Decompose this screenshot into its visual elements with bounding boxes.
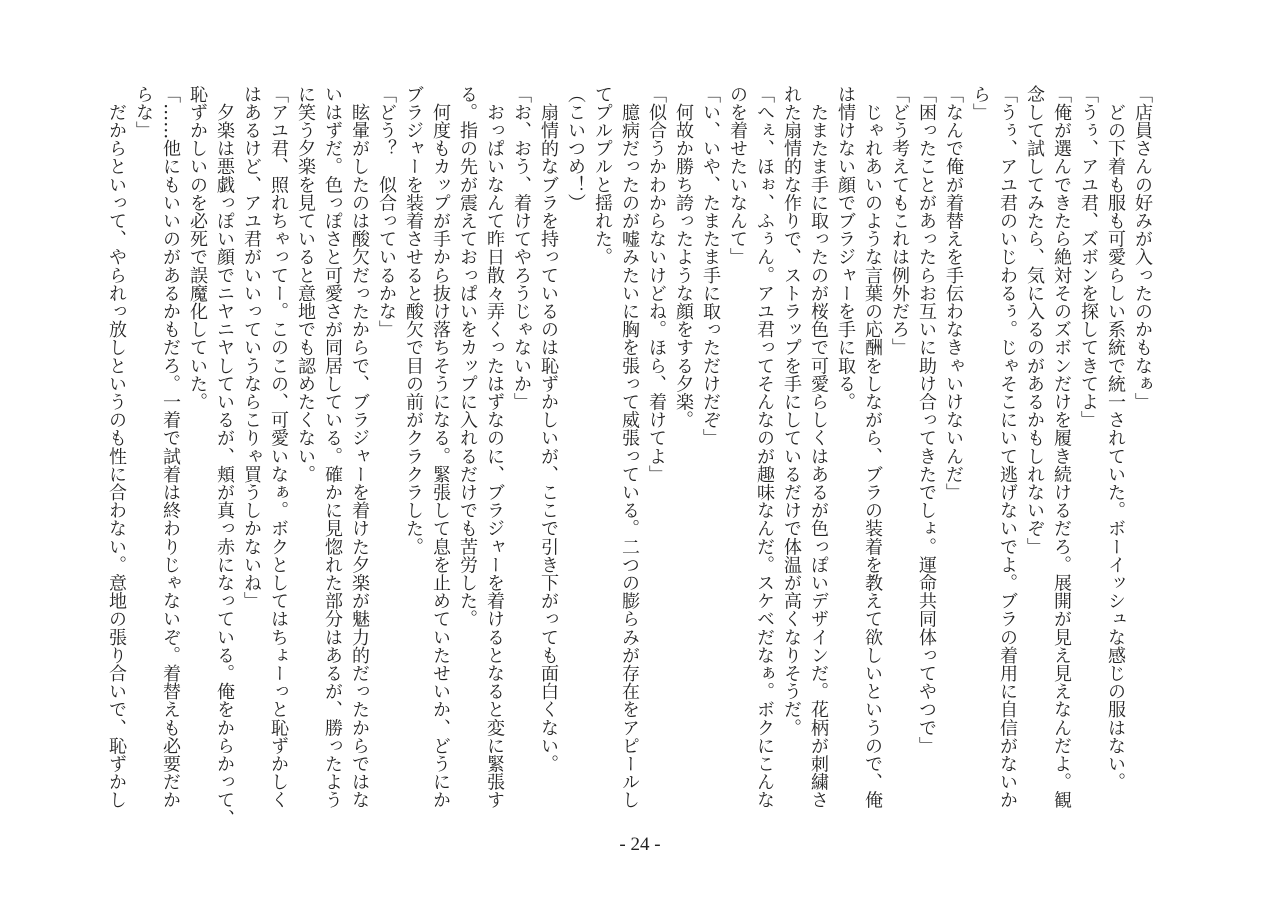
- text-column: おっぱいなんて昨日散々弄くったはずなのに、ブラジャーを着けるとなると変に緊張す: [484, 85, 505, 809]
- text-column: どの下着も服も可愛らしい系統で統一されていた。ボーイッシュな感じの服はない。: [1105, 85, 1126, 791]
- text-column: 眩暈がしたのは酸欠だったからで、ブラジャーを着けた夕楽が魅力的だったからではな: [349, 85, 370, 809]
- text-column: 何故か勝ち誇ったような顔をする夕楽。: [673, 85, 694, 429]
- text-column: は情けない顔でブラジャーを手に取る。: [835, 85, 856, 411]
- vertical-text-body: [100, 85, 1156, 828]
- text-column: 何度もカップが手から抜け落ちそうになる。緊張して息を止めていたせいか、どうにか: [430, 85, 451, 809]
- text-column: 扇情的なブラを持っているのは恥ずかしいが、ここで引き下がっても面白くない。: [538, 85, 559, 773]
- text-column: 「どう？ 似合っているかな」: [376, 85, 397, 339]
- text-column: ら」: [970, 85, 991, 122]
- text-column: だからといって、やられっ放しというのも性に合わない。意地の張り合いで、恥ずかし: [106, 85, 127, 809]
- text-column: 「困ったことがあったらお互いに助け合ってきたでしょ。運命共同体ってやつで」: [916, 85, 937, 755]
- text-column: 「なんで俺が着替えを手伝わなきゃいけないんだ」: [943, 85, 964, 502]
- page-number: - 24 -: [619, 834, 661, 855]
- text-column: 「店員さんの好みが入ったのかもなぁ」: [1132, 85, 1153, 411]
- text-column: る。指の先が震えておっぱいをカップに入れるだけでも苦労した。: [457, 85, 478, 628]
- text-column: 「い、いや、たまたま手に取っただけだぞ」: [700, 85, 721, 447]
- text-column: らな」: [133, 85, 154, 140]
- text-column: 恥ずかしいのを必死で誤魔化していた。: [187, 85, 208, 411]
- text-column: 「どう考えてもこれは例外だろ」: [889, 85, 910, 357]
- text-column: に笑う夕楽を見ていると意地でも認めたくない。: [295, 85, 316, 484]
- text-column: 夕楽は悪戯っぽい顔でニヤニヤしているが、頬が真っ赤になっている。俺をからかって、: [214, 85, 235, 828]
- text-column: 「お、おう、着けてやろうじゃないか」: [511, 85, 532, 411]
- text-column: じゃれあいのような言葉の応酬をしながら、ブラの装着を教えて欲しいというので、俺: [862, 85, 883, 809]
- text-column: のを着せたいなんて」: [727, 85, 748, 266]
- text-column: 「へぇ、ほぉ、ふぅん。アユ君ってそんなのが趣味なんだ。スケベだなぁ。ボクにこんな: [754, 85, 775, 809]
- text-column: いはずだ。色っぽさと可愛さが同居している。確かに見惚れた部分はあるが、勝ったよう: [322, 85, 343, 809]
- text-column: 「アユ君、照れちゃってー。このこの、可愛いなぁ。ボクとしてはちょーっと恥ずかしく: [268, 85, 289, 809]
- text-column: 「似合うかわからないけどね。ほら、着けてよ」: [646, 85, 667, 484]
- text-column: れた扇情的な作りで、ストラップを手にしているだけで体温が高くなりそうだ。: [781, 85, 802, 737]
- text-column: （こいつめ！）: [565, 85, 586, 212]
- text-column: はあるけど、アユ君がいいっていうならこりゃ買うしかないね」: [241, 85, 262, 610]
- text-column: たまたま手に取ったのが桜色で可愛らしくはあるが色っぽいデザインだ。花柄が刺繍さ: [808, 85, 829, 809]
- text-column: 臆病だったのが嘘みたいに胸を張って威張っている。二つの膨らみが存在をアピールし: [619, 85, 640, 809]
- text-column: ブラジャーを装着させると酸欠で目の前がクラクラした。: [403, 85, 424, 556]
- text-column: 「うぅ、アユ君、ズボンを探してきてよ」: [1078, 85, 1099, 429]
- text-column: 「うぅ、アユ君のいじわるぅ。じゃそこにいて逃げないでよ。ブラの着用に自信がないか: [997, 85, 1018, 809]
- text-column: 念して試してみたら、気に入るのがあるかもしれないぞ」: [1024, 85, 1045, 556]
- text-column: 「俺が選んできたら絶対そのズボンだけを履き続けるだろ。展開が見え見えなんだよ。観: [1051, 85, 1072, 809]
- text-column: てプルプルと揺れた。: [592, 85, 613, 266]
- text-column: 「……他にもいいのがあるかもだろ。一着で試着は終わりじゃないぞ。着替えも必要だか: [160, 85, 181, 809]
